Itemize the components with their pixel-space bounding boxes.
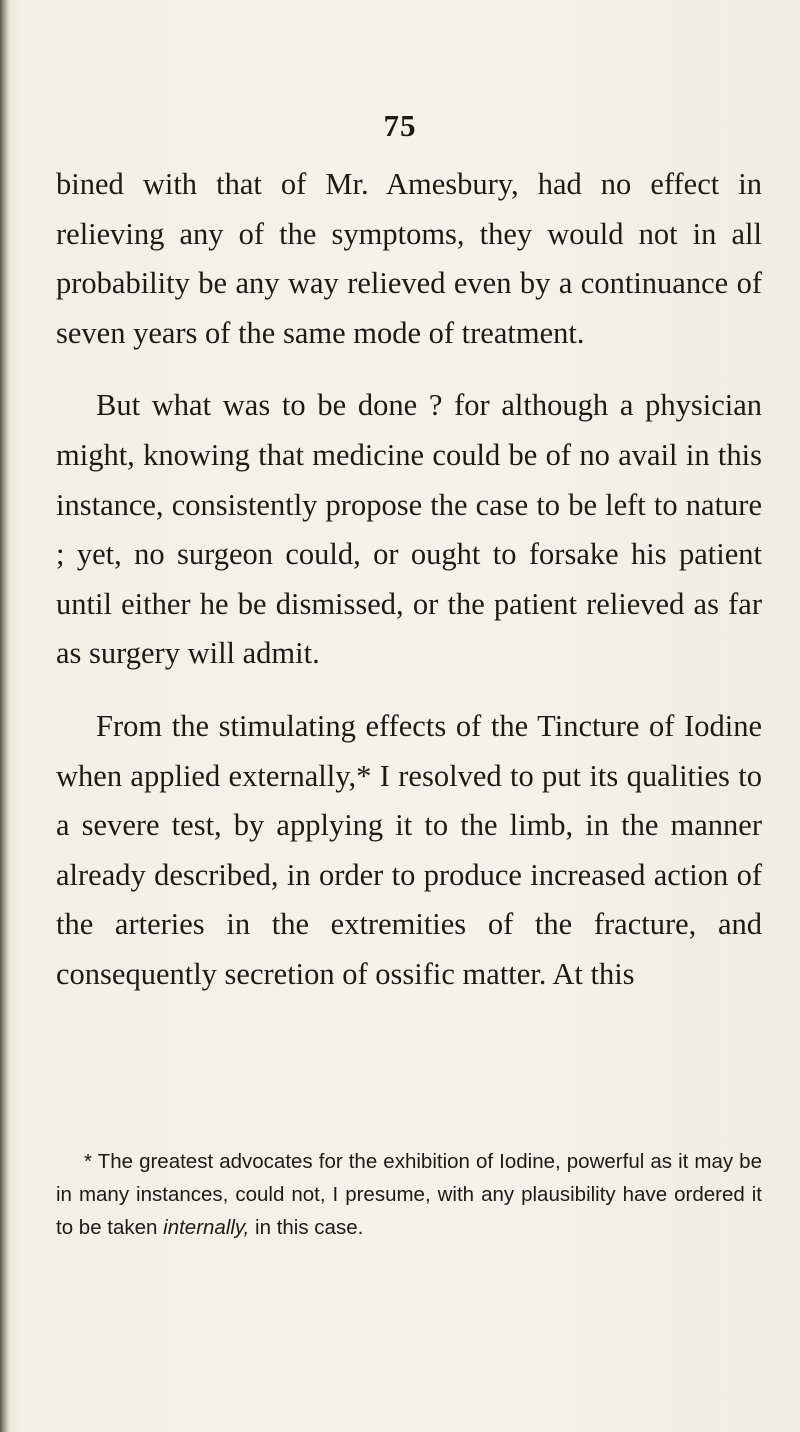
- footnote: [56, 1145, 762, 1244]
- footnote-text: * The greatest advocates for the exhibition of Iodine, powerful as it may be in many instances, could not, I presume, with any plausibility have ordered it to be taken: [56, 1150, 762, 1239]
- paragraph-what-was-to-be-done: But what was to be done ? for although a physician might, knowing that medicine could be of no avail in this instance, consistently propose the case to be left to nature ; yet, no surgeon could, or ought to forsake his patient until either he be dismissed, or the patient relieved as far as surgery will admit.: [56, 388, 762, 671]
- footnote-emphasis: internally,: [163, 1216, 250, 1239]
- page-number: 75: [383, 108, 417, 143]
- footnote-text-end: in this case.: [249, 1216, 364, 1239]
- body-text: [56, 160, 762, 1000]
- binding-edge: [0, 0, 10, 1432]
- paragraph-continued: bined with that of Mr. Amesbury, had no effect in relieving any of the symptoms, they would not in all probability be any way relieved even by a continuance of seven years of the same mode of treatment.: [56, 167, 762, 350]
- paragraph-tincture-of-iodine: From the stimulating effects of the Tincture of Iodine when applied externally,* I resolved to put its qualities to a severe test, by applying it to the limb, in the manner already described, in order to produce increased action of the arteries in the extremities of the fracture, and consequently secretion of ossific matter. At this: [56, 708, 762, 991]
